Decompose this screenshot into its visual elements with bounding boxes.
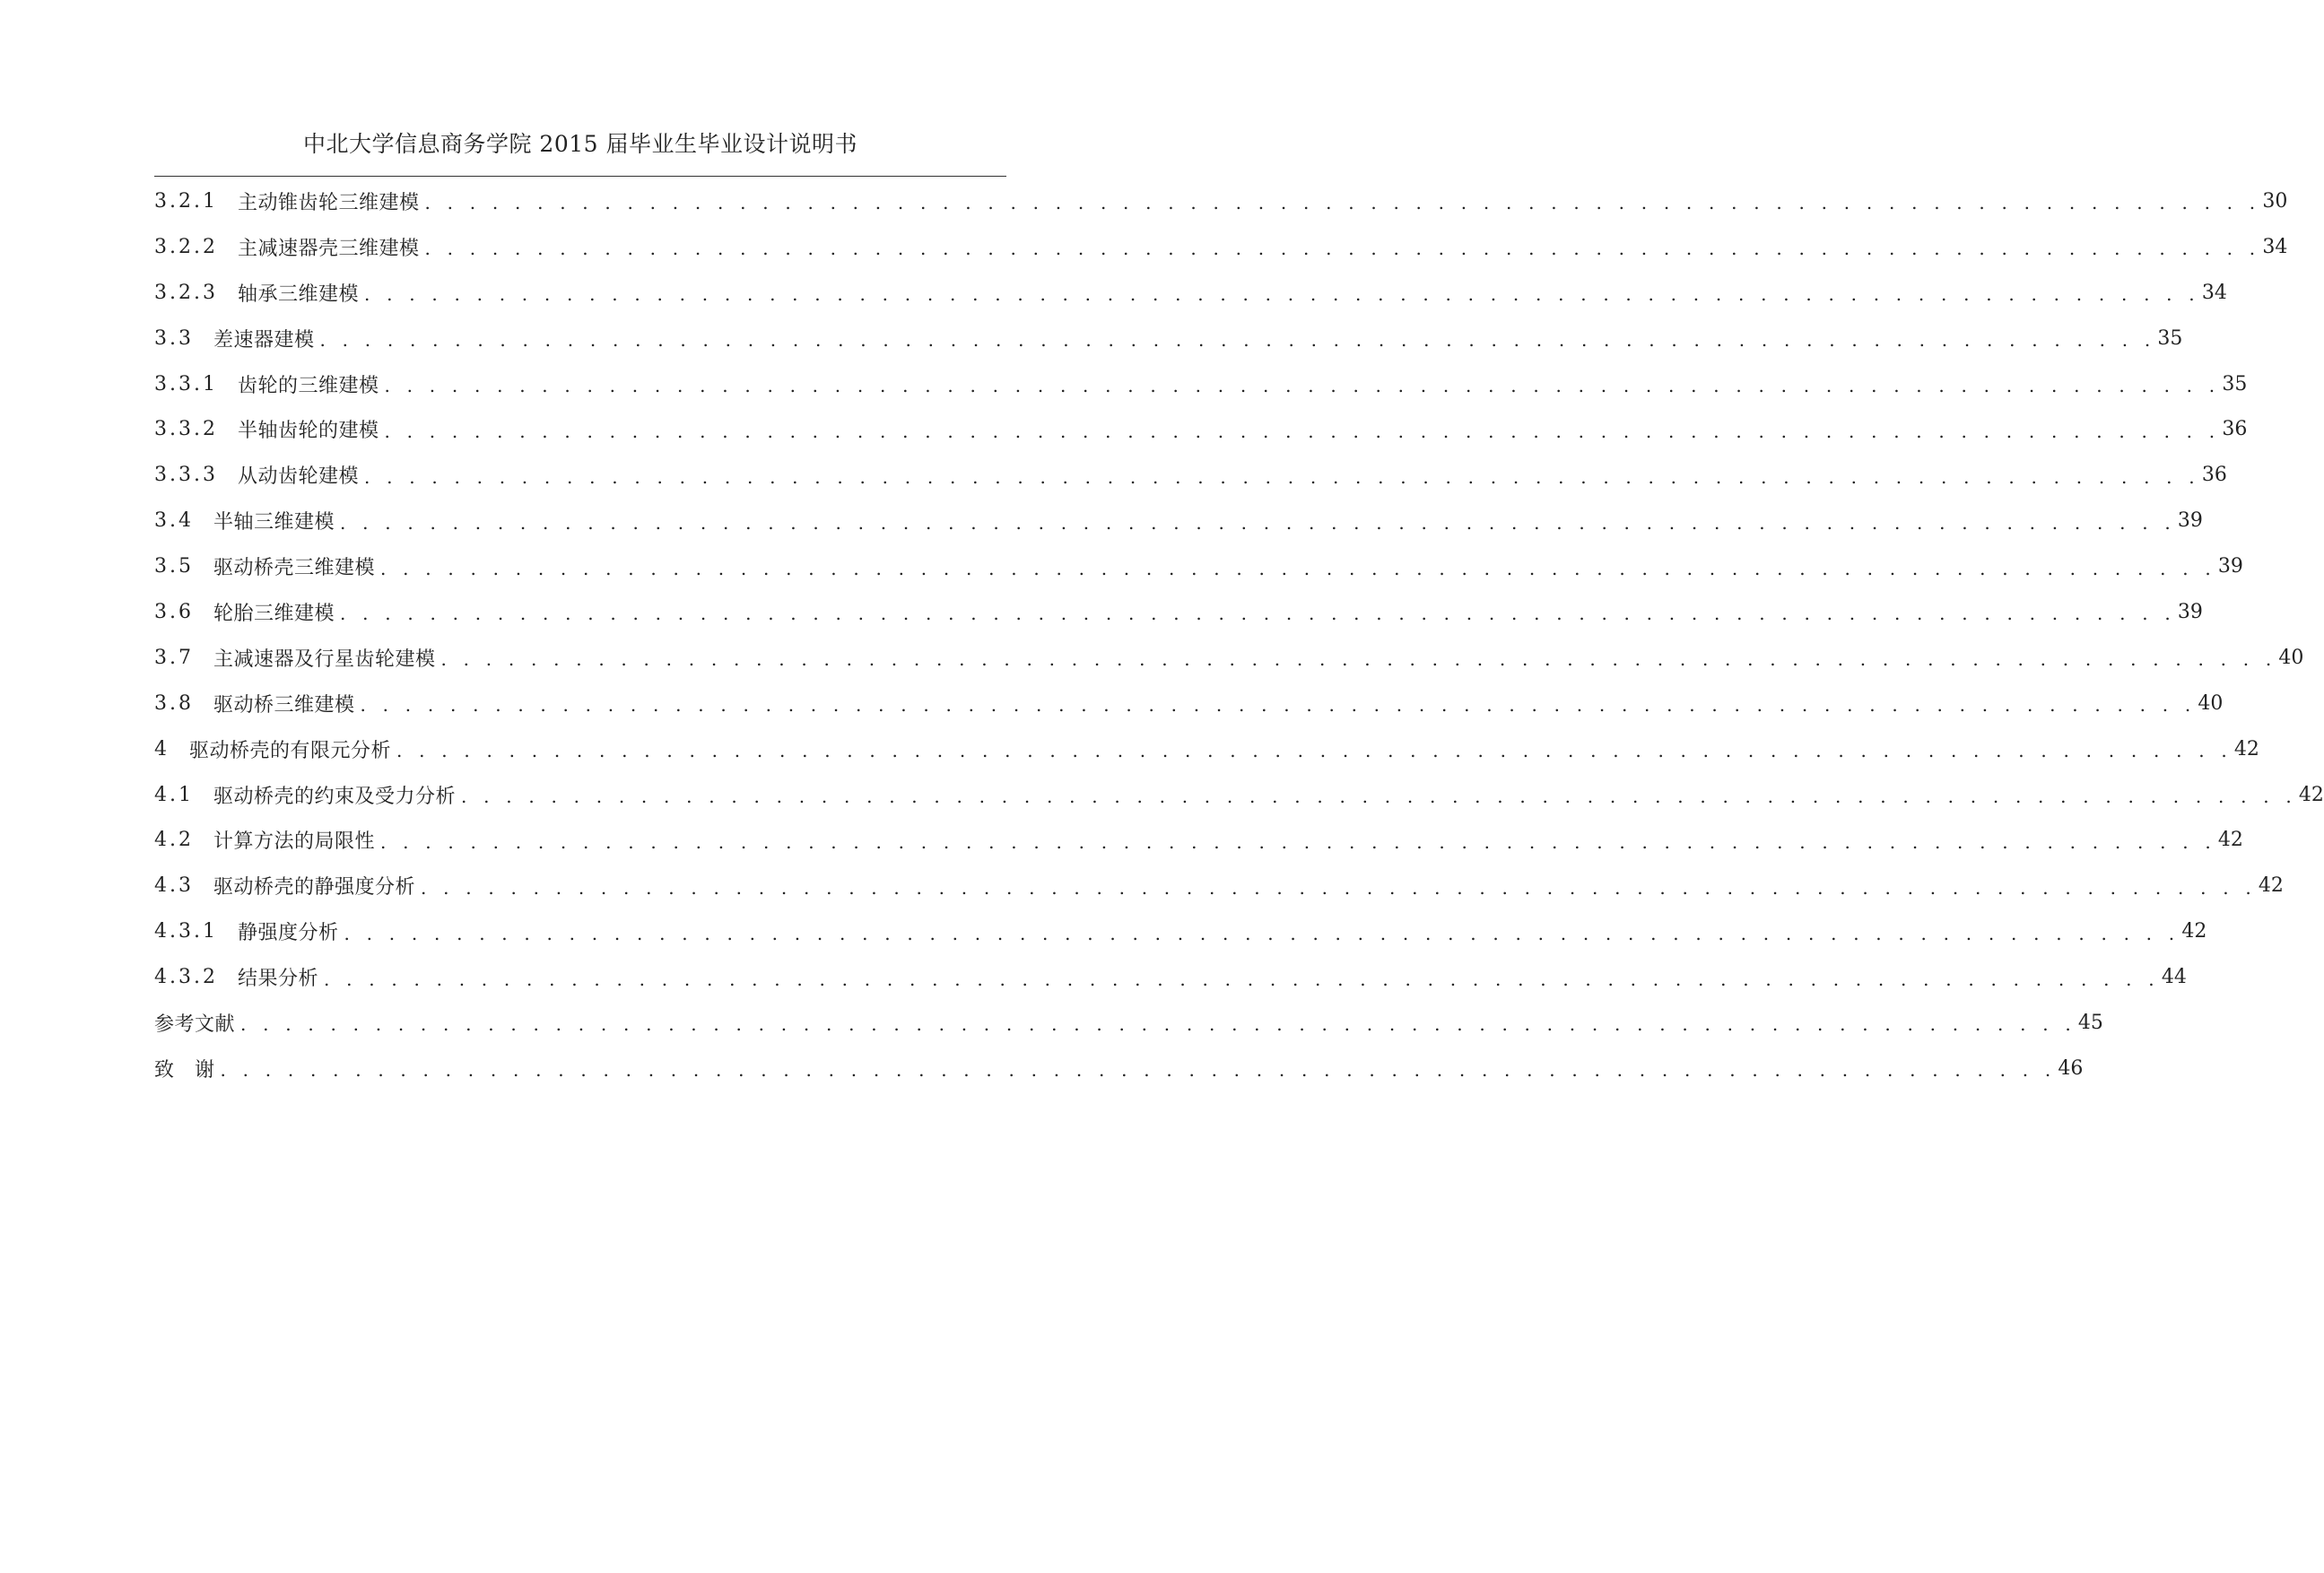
toc-leader-dots: . . . . . . . . . . . . . . . . . . . . . . . . . . . . . . . . . . . . . . . . . . . . . . . . . . . . . . . . . . . . . . . . . . . . . . . . . . . . . . . . . . (440, 648, 2277, 671)
toc-leader-dots: . . . . . . . . . . . . . . . . . . . . . . . . . . . . . . . . . . . . . . . . . . . . . . . . . . . . . . . . . . . . . . . . . . . . . . . . . . . . . . . . . . (384, 375, 2221, 396)
toc-entry-4[interactable] (154, 726, 2259, 772)
toc-entry-title: 轮胎三维建模 (213, 602, 335, 625)
toc-entry-4-3[interactable] (154, 863, 2284, 908)
toc-entry-title: 半轴齿轮的建模 (237, 420, 379, 443)
toc-entry-page: 42 (2181, 920, 2207, 943)
toc-entry-4-2[interactable] (154, 817, 2243, 863)
toc-leader-dots: . . . . . . . . . . . . . . . . . . . . . . . . . . . . . . . . . . . . . . . . . . . . . . . . . . . . . . . . . . . . . . . . . . . . . . . . . . . . . . . . . . (364, 465, 2200, 488)
header-divider (154, 176, 1006, 177)
page-header-title: 中北大学信息商务学院 2015 届毕业生毕业设计说明书 (302, 131, 858, 157)
toc-entry-page: 40 (2278, 646, 2304, 669)
toc-entry-number: 3.7 (154, 646, 194, 669)
toc-leader-dots: . . . . . . . . . . . . . . . . . . . . . . . . . . . . . . . . . . . . . . . . . . . . . . . . . . . . . . . . . . . . . . . . . . . . . . . . . . . . . . . . . . (396, 740, 2233, 762)
toc-entry-page: 35 (2222, 372, 2248, 395)
toc-entry-number: 3.2.2 (154, 235, 218, 258)
toc-entry-4-3-1[interactable] (154, 908, 2207, 954)
toc-entry-title: 齿轮的三维建模 (237, 374, 379, 397)
toc-entry-title: 主减速器及行星齿轮建模 (213, 647, 436, 671)
toc-entry-number: 3.3 (154, 326, 194, 350)
toc-entry-page: 34 (2262, 235, 2288, 258)
toc-entry-3-5[interactable] (154, 543, 2243, 589)
toc-entry-page: 42 (2298, 783, 2324, 806)
toc-entry-number: 4 (154, 737, 170, 760)
toc-leader-dots: . . . . . . . . . . . . . . . . . . . . . . . . . . . . . . . . . . . . . . . . . . . . . . . . . . . . . . . . . . . . . . . . . . . . . . . . . . . . . . . . . . (344, 922, 2180, 944)
toc-entry-title: 半轴三维建模 (213, 511, 335, 534)
toc-leader-dots: . . . . . . . . . . . . . . . . . . . . . . . . . . . . . . . . . . . . . . . . . . . . . . . . . . . . . . . . . . . . . . . . . . . . . . . . . . . . . . . . . . (380, 830, 2216, 853)
toc-entry-title: 驱动桥壳的约束及受力分析 (213, 785, 457, 808)
toc-leader-dots: . . . . . . . . . . . . . . . . . . . . . . . . . . . . . . . . . . . . . . . . . . . . . . . . . . . . . . . . . . . . . . . . . . . . . . . . . . . . . . . . . . (220, 1059, 2057, 1082)
toc-entry-title: 静强度分析 (237, 922, 339, 945)
toc-entry-title: 参考文献 (154, 1012, 236, 1036)
toc-leader-dots: . . . . . . . . . . . . . . . . . . . . . . . . . . . . . . . . . . . . . . . . . . . . . . . . . . . . . . . . . . . . . . . . . . . . . . . . . . . . . . . . . . (364, 283, 2200, 306)
toc-entry-page: 42 (2258, 874, 2284, 898)
toc-entry-page: 35 (2157, 326, 2183, 350)
toc-entry-3-2-2[interactable] (154, 224, 2288, 270)
toc-entry-page: 42 (2217, 829, 2243, 852)
toc-entry-page: 46 (2058, 1056, 2084, 1080)
toc-entry-3-3[interactable] (154, 316, 2183, 361)
toc-entry-page: 44 (2161, 966, 2187, 989)
toc-entry-3-3-3[interactable] (154, 452, 2227, 498)
toc-entry-page: 39 (2217, 555, 2243, 578)
toc-leader-dots: . . . . . . . . . . . . . . . . . . . . . . . . . . . . . . . . . . . . . . . . . . . . . . . . . . . . . . . . . . . . . . . . . . . . . . . . . . . . . . . . . . (319, 329, 2156, 352)
toc-leader-dots: . . . . . . . . . . . . . . . . . . . . . . . . . . . . . . . . . . . . . . . . . . . . . . . . . . . . . . . . . . . . . . . . . . . . . . . . . . . . . . . . . . (384, 420, 2221, 442)
toc-leader-dots: . . . . . . . . . . . . . . . . . . . . . . . . . . . . . . . . . . . . . . . . . . . . . . . . . . . . . . . . . . . . . . . . . . . . . . . . . . . . . . . . . . (324, 968, 2160, 990)
toc-entry-title: 差速器建模 (213, 328, 315, 352)
toc-entry-3-6[interactable] (154, 589, 2203, 635)
toc-entry-title: 从动齿轮建模 (237, 465, 359, 489)
toc-entry-3-4[interactable] (154, 498, 2203, 543)
toc-entry-page: 45 (2077, 1011, 2103, 1034)
toc-entry-page: 39 (2177, 509, 2203, 533)
toc-entry-number: 3.3.3 (154, 464, 218, 487)
toc-entry-3-7[interactable] (154, 635, 2304, 681)
toc-entry-title: 驱动桥壳的静强度分析 (213, 876, 416, 899)
toc-entry-number: 4.1 (154, 783, 194, 806)
toc-entry-4-1[interactable] (154, 772, 2324, 818)
toc-leader-dots: . . . . . . . . . . . . . . . . . . . . . . . . . . . . . . . . . . . . . . . . . . . . . . . . . . . . . . . . . . . . . . . . . . . . . . . . . . . . . . . . . . (424, 192, 2261, 214)
toc-entry-number: 3.8 (154, 691, 194, 715)
toc-entry-page: 40 (2198, 691, 2224, 715)
toc-entry-references[interactable] (154, 1000, 2103, 1046)
toc-leader-dots: . . . . . . . . . . . . . . . . . . . . . . . . . . . . . . . . . . . . . . . . . . . . . . . . . . . . . . . . . . . . . . . . . . . . . . . . . . . . . . . . . . (240, 1013, 2076, 1036)
toc-entry-page: 34 (2201, 281, 2227, 304)
toc-entry-number: 4.3.2 (154, 966, 218, 989)
toc-entry-page: 42 (2233, 737, 2259, 760)
toc-entry-title: 轴承三维建模 (237, 282, 359, 306)
toc-entry-page: 39 (2177, 600, 2203, 623)
toc-entry-title: 驱动桥壳三维建模 (213, 557, 376, 580)
toc-entry-3-8[interactable] (154, 681, 2224, 726)
toc-entry-title: 致 谢 (154, 1058, 215, 1082)
toc-entry-acknowledgements[interactable] (154, 1046, 2084, 1091)
toc-entry-title: 计算方法的局限性 (213, 830, 376, 854)
toc-leader-dots: . . . . . . . . . . . . . . . . . . . . . . . . . . . . . . . . . . . . . . . . . . . . . . . . . . . . . . . . . . . . . . . . . . . . . . . . . . . . . . . . . . (461, 786, 2297, 808)
toc-entry-3-2-1[interactable] (154, 178, 2288, 224)
toc-leader-dots: . . . . . . . . . . . . . . . . . . . . . . . . . . . . . . . . . . . . . . . . . . . . . . . . . . . . . . . . . . . . . . . . . . . . . . . . . . . . . . . . . . (421, 876, 2257, 899)
toc-entry-number: 3.2.1 (154, 189, 218, 213)
toc-entry-title: 主减速器壳三维建模 (237, 237, 420, 260)
toc-entry-3-3-1[interactable] (154, 361, 2248, 407)
toc-entry-3-3-2[interactable] (154, 406, 2248, 452)
toc-entry-number: 3.2.3 (154, 281, 218, 304)
toc-leader-dots: . . . . . . . . . . . . . . . . . . . . . . . . . . . . . . . . . . . . . . . . . . . . . . . . . . . . . . . . . . . . . . . . . . . . . . . . . . . . . . . . . . (340, 511, 2176, 534)
toc-entry-page: 36 (2201, 464, 2227, 487)
table-of-contents (154, 178, 2324, 1091)
toc-entry-title: 驱动桥壳的有限元分析 (189, 739, 392, 762)
toc-entry-number: 4.3 (154, 874, 194, 898)
toc-leader-dots: . . . . . . . . . . . . . . . . . . . . . . . . . . . . . . . . . . . . . . . . . . . . . . . . . . . . . . . . . . . . . . . . . . . . . . . . . . . . . . . . . . (360, 694, 2197, 717)
toc-entry-number: 3.6 (154, 600, 194, 623)
toc-leader-dots: . . . . . . . . . . . . . . . . . . . . . . . . . . . . . . . . . . . . . . . . . . . . . . . . . . . . . . . . . . . . . . . . . . . . . . . . . . . . . . . . . . (424, 238, 2261, 260)
toc-entry-title: 主动锥齿轮三维建模 (237, 191, 420, 214)
toc-entry-page: 30 (2262, 189, 2288, 213)
toc-entry-number: 3.3.2 (154, 418, 218, 441)
toc-leader-dots: . . . . . . . . . . . . . . . . . . . . . . . . . . . . . . . . . . . . . . . . . . . . . . . . . . . . . . . . . . . . . . . . . . . . . . . . . . . . . . . . . . (380, 557, 2216, 579)
toc-entry-4-3-2[interactable] (154, 954, 2187, 1000)
toc-entry-number: 3.5 (154, 555, 194, 578)
toc-entry-title: 驱动桥三维建模 (213, 693, 355, 717)
toc-entry-number: 4.2 (154, 829, 194, 852)
toc-entry-number: 4.3.1 (154, 920, 218, 943)
toc-entry-3-2-3[interactable] (154, 270, 2227, 316)
toc-leader-dots: . . . . . . . . . . . . . . . . . . . . . . . . . . . . . . . . . . . . . . . . . . . . . . . . . . . . . . . . . . . . . . . . . . . . . . . . . . . . . . . . . . (340, 603, 2176, 625)
toc-entry-page: 36 (2222, 418, 2248, 441)
toc-entry-title: 结果分析 (237, 968, 318, 991)
toc-entry-number: 3.4 (154, 509, 194, 533)
toc-entry-number: 3.3.1 (154, 372, 218, 395)
